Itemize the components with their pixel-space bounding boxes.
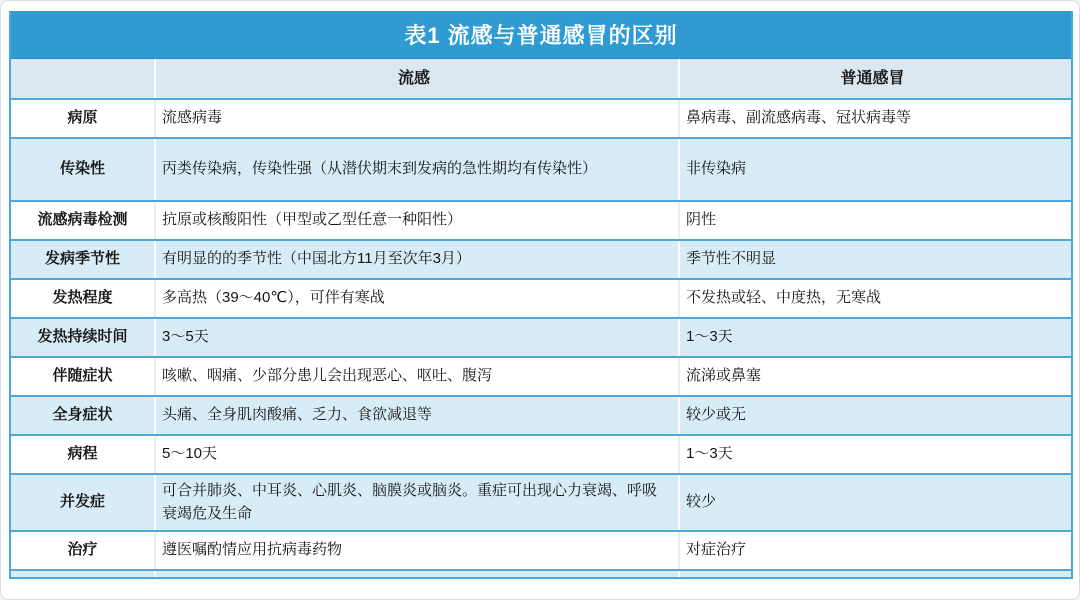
cold-cell [678,571,1071,577]
cold-cell: 较少或无 [678,397,1071,434]
flu-cell: 流感病毒 [154,100,678,137]
flu-cell: 头痛、全身肌肉酸痛、乏力、食欲减退等 [154,397,678,434]
flu-cell: 5～10天 [154,436,678,473]
row-label: 传染性 [59,160,105,178]
flu-cell: 遵医嘱酌情应用抗病毒药物 [154,532,678,569]
table-header-row [11,59,1071,100]
cold-cell: 1～3天 [678,319,1071,356]
header-flu: 流感 [154,59,678,98]
row-label: 病原 [67,109,98,127]
table-row-seasonality [11,241,1071,280]
header-cold: 普通感冒 [678,59,1071,98]
flu-cell: 3～5天 [154,319,678,356]
table-row-systemic-symptoms [11,397,1071,436]
flu-cell: 有明显的的季节性（中国北方11月至次年3月） [154,241,678,278]
table-row-clipped [11,571,1071,579]
cold-cell: 流涕或鼻塞 [678,358,1071,395]
row-label: 发热持续时间 [37,328,128,346]
cold-cell: 阴性 [678,202,1071,239]
table-row-infectivity [11,139,1071,202]
table-row-treatment [11,532,1071,571]
table-row-complications [11,475,1071,532]
table-title-bar [11,11,1071,59]
row-label: 全身症状 [52,406,113,424]
flu-cell: 多高热（39～40℃），可伴有寒战 [154,280,678,317]
table-row-fever-duration [11,319,1071,358]
row-label: 并发症 [59,493,105,511]
table-row-virus-test [11,202,1071,241]
comparison-table [9,11,1073,579]
table-row-accompanying-symptoms [11,358,1071,397]
flu-cell: 咳嗽、咽痛、少部分患儿会出现恶心、呕吐、腹泻 [154,358,678,395]
cold-cell: 1～3天 [678,436,1071,473]
cold-cell: 鼻病毒、副流感病毒、冠状病毒等 [678,100,1071,137]
cold-cell: 非传染病 [678,139,1071,200]
row-label: 流感病毒检测 [37,211,128,229]
table-row-course [11,436,1071,475]
row-label [11,571,154,577]
flu-cell: 可合并肺炎、中耳炎、心肌炎、脑膜炎或脑炎。重症可出现心力衰竭、呼吸衰竭危及生命 [154,475,678,530]
row-label: 治疗 [67,541,98,559]
cold-cell: 对症治疗 [678,532,1071,569]
flu-cell: 抗原或核酸阳性（甲型或乙型任意一种阳性） [154,202,678,239]
header-empty-cell [11,59,154,98]
row-label: 发病季节性 [44,250,120,268]
cold-cell: 较少 [678,475,1071,530]
row-label: 病程 [67,445,98,463]
cold-cell: 季节性不明显 [678,241,1071,278]
row-label: 发热程度 [52,289,113,307]
table-body [11,100,1071,579]
table-row-pathogen [11,100,1071,139]
table-title: 表1 流感与普通感冒的区别 [404,23,678,48]
flu-cell [154,571,678,577]
table-row-fever-degree [11,280,1071,319]
cold-cell: 不发热或轻、中度热，无寒战 [678,280,1071,317]
row-label: 伴随症状 [52,367,113,385]
flu-cell: 丙类传染病，传染性强（从潜伏期末到发病的急性期均有传染性） [154,139,678,200]
